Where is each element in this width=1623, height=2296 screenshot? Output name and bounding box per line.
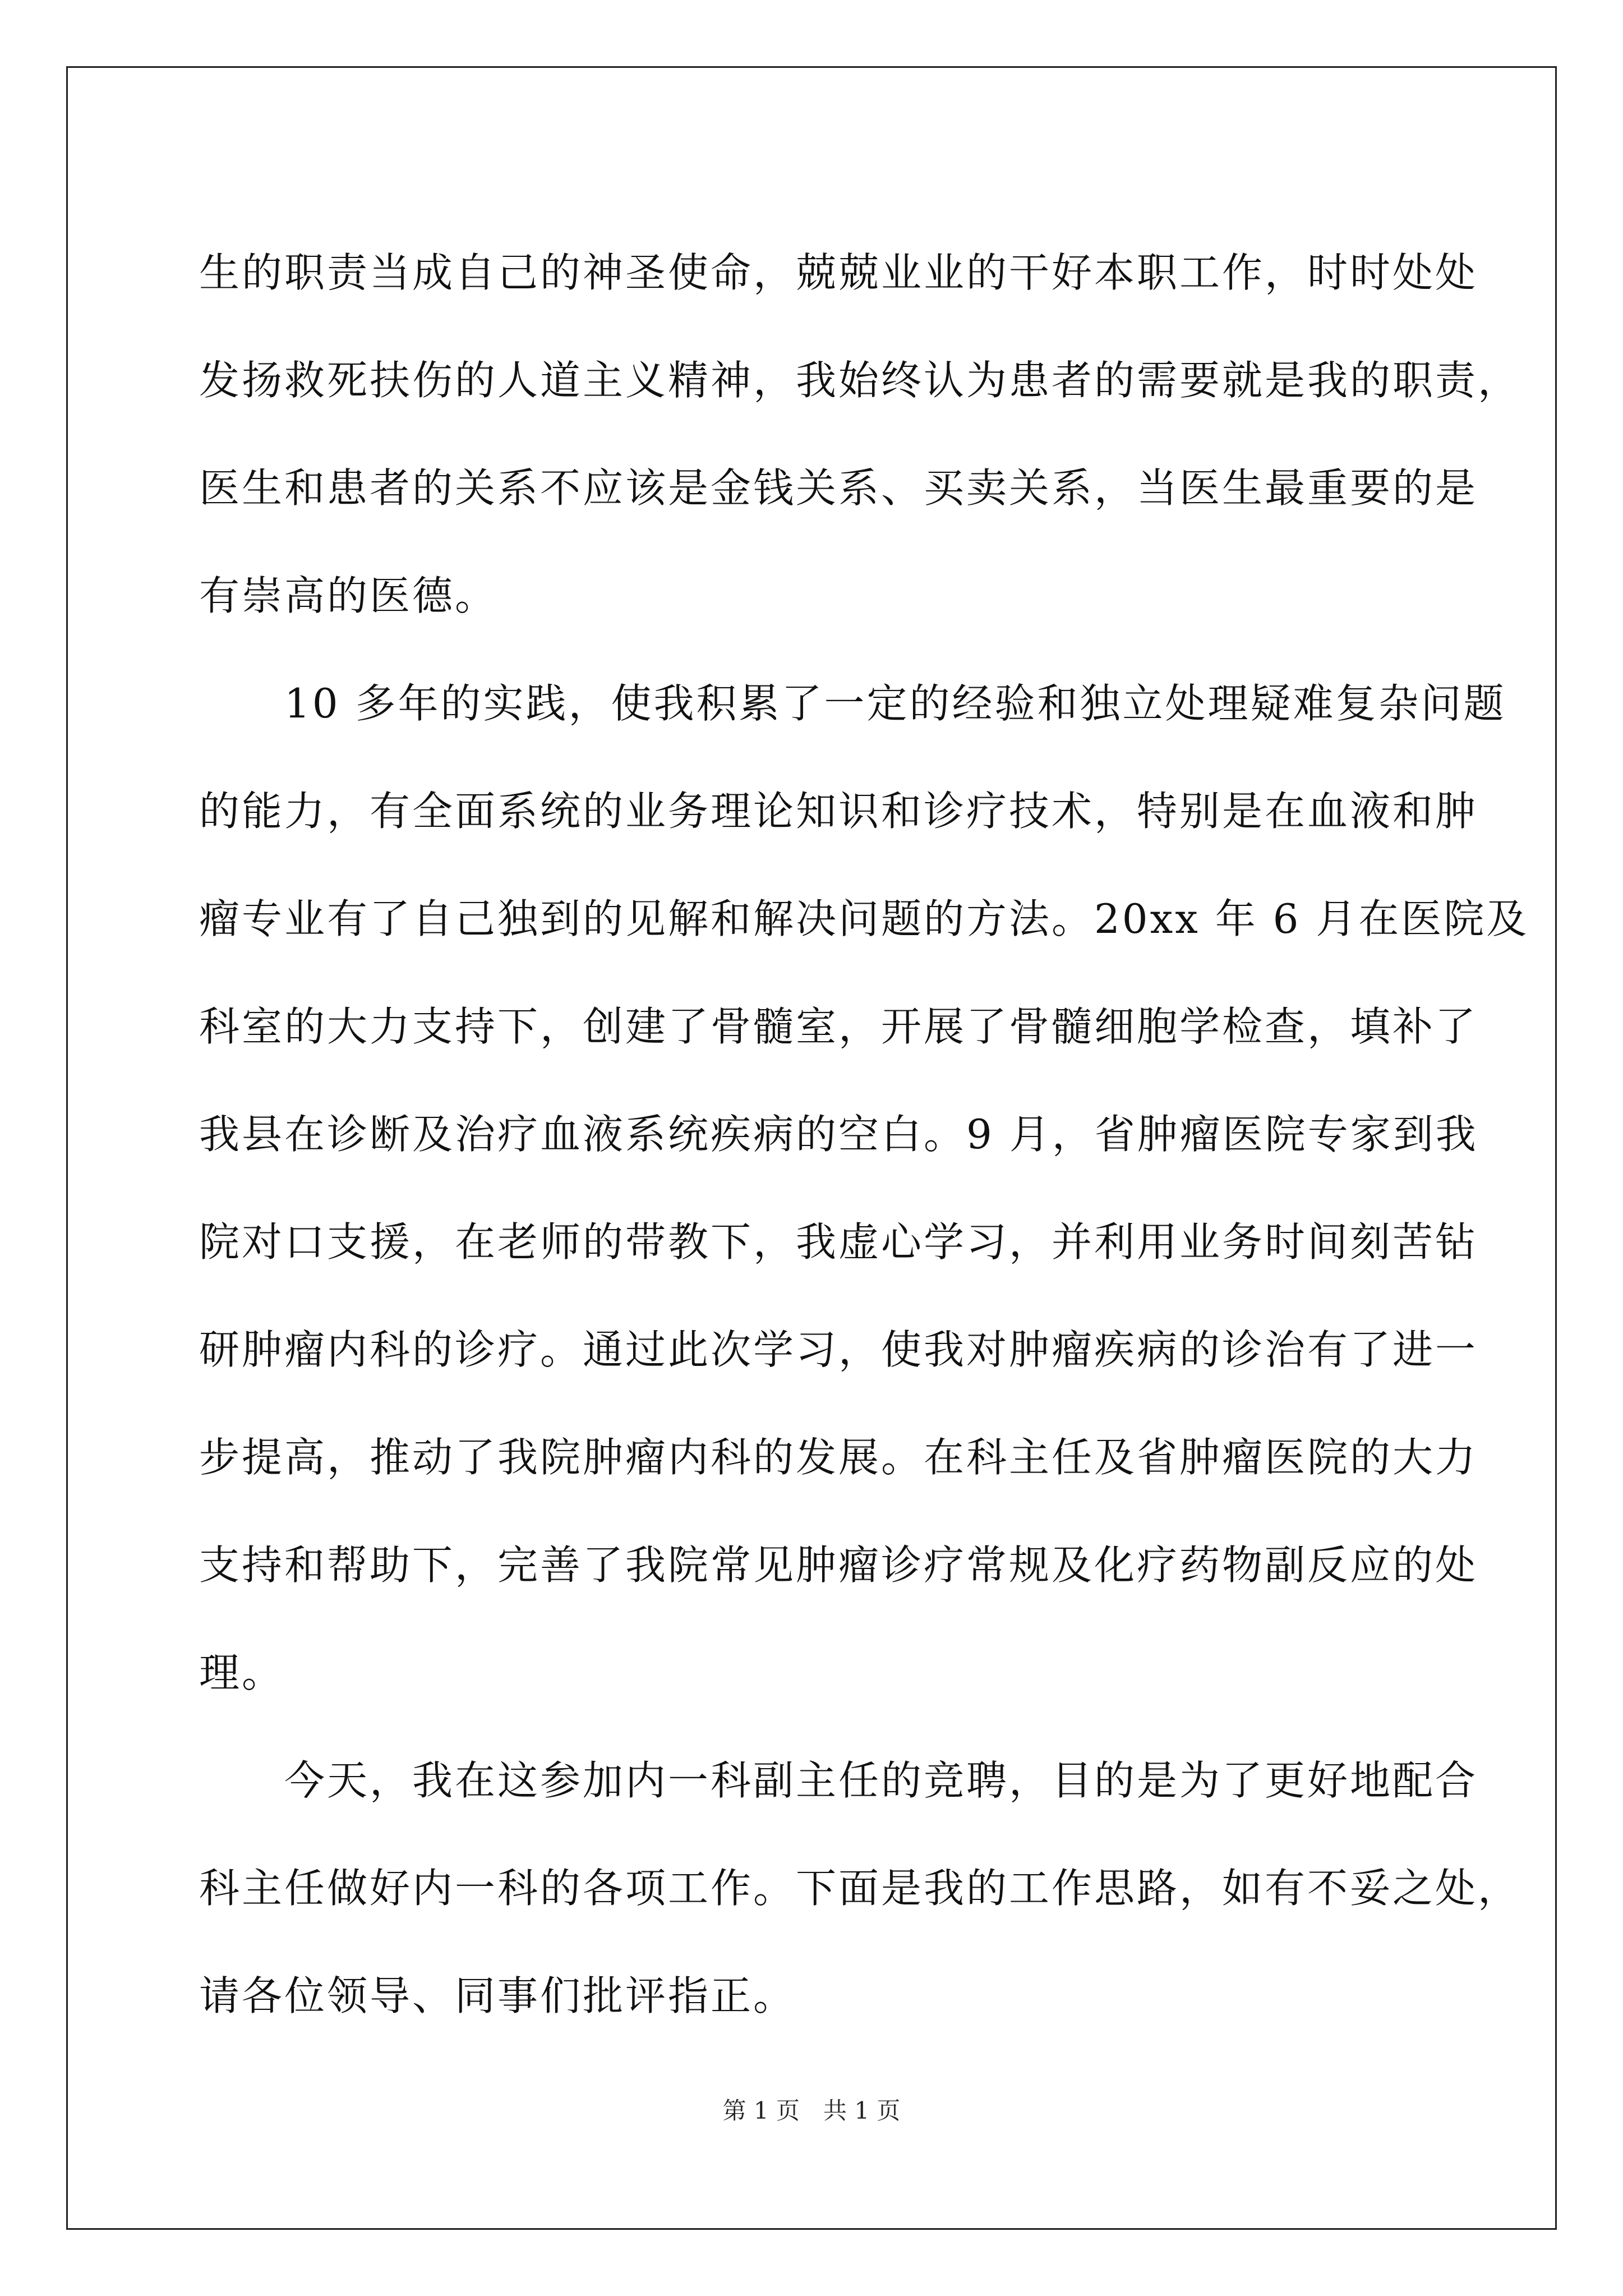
text-line: 请各位领导、同事们批评指正。 xyxy=(199,1972,796,2019)
text-line: 的能力，有全面系统的业务理论知识和诊疗技术，特别是在血液和肿 xyxy=(199,788,1478,835)
text-line: 理。 xyxy=(199,1649,285,1696)
text-line: 科主任做好内一科的各项工作。下面是我的工作思路，如有不妥之处， xyxy=(199,1865,1521,1912)
text-line: 研肿瘤内科的诊疗。通过此次学习，使我对肿瘤疾病的诊治有了进一 xyxy=(199,1326,1478,1373)
text-line: 我县在诊断及治疗血液系统疾病的空白。9 月，省肿瘤医院专家到我 xyxy=(199,1111,1478,1158)
text-line: 发扬救死扶伤的人道主义精神，我始终认为患者的需要就是我的职责， xyxy=(199,357,1521,404)
text-line: 今天，我在这参加内一科副主任的竞聘，目的是为了更好地配合 xyxy=(199,1757,1478,1804)
text-line: 院对口支援，在老师的带教下，我虚心学习，并利用业务时间刻苦钻 xyxy=(199,1218,1478,1266)
text-line: 步提高，推动了我院肿瘤内科的发展。在科主任及省肿瘤医院的大力 xyxy=(199,1434,1478,1481)
document-body xyxy=(199,219,1529,2050)
text-line: 支持和帮助下，完善了我院常见肿瘤诊疗常规及化疗药物副反应的处 xyxy=(199,1542,1478,1589)
text-line: 10 多年的实践，使我积累了一定的经验和独立处理疑难复杂问题 xyxy=(199,680,1506,727)
text-line: 有崇高的医德。 xyxy=(199,572,498,619)
text-line: 生的职责当成自己的神圣使命，兢兢业业的干好本职工作，时时处处 xyxy=(199,249,1478,296)
page-footer: 第 1 页 共 1 页 xyxy=(722,2097,901,2124)
text-line: 科室的大力支持下，创建了骨髓室，开展了骨髓细胞学检查，填补了 xyxy=(199,1003,1478,1050)
text-line: 医生和患者的关系不应该是金钱关系、买卖关系，当医生最重要的是 xyxy=(199,464,1478,512)
text-line: 瘤专业有了自己独到的见解和解决问题的方法。20xx 年 6 月在医院及 xyxy=(199,895,1529,942)
